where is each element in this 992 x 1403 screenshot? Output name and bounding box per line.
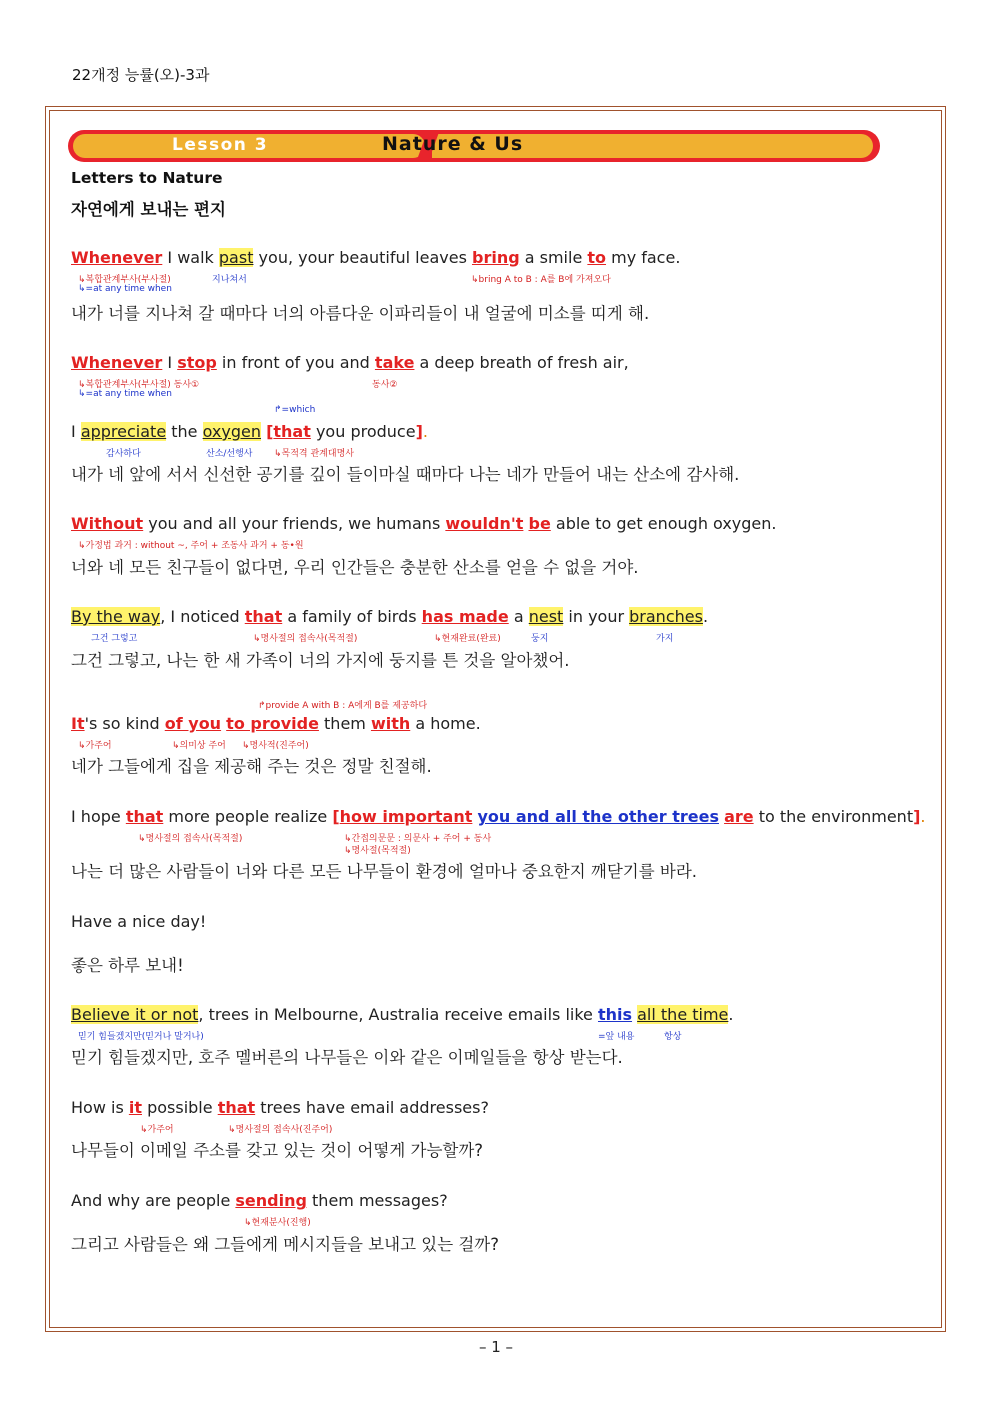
sentence-6-english: It's so kind of you to provide them with a home. <box>71 714 481 733</box>
annotation: ↳현재분사(진행) <box>244 1218 311 1228</box>
sentence-6-korean: 네가 그들에게 집을 제공해 주는 것은 정말 친절해. <box>71 757 432 776</box>
annotation: ↳=at any time when <box>78 389 172 399</box>
sentence-10-korean: 나무들이 이메일 주소를 갖고 있는 것이 어떻게 가능할까? <box>71 1141 484 1160</box>
sentence-9-english: Believe it or not, trees in Melbourne, Australia receive emails like this all the time. <box>71 1005 734 1024</box>
annotation: 항상 <box>664 1032 682 1042</box>
annotation: ↳명사적(진주어) <box>242 741 309 751</box>
subtitle-korean: 자연에게 보내는 편지 <box>71 200 226 219</box>
lesson-banner <box>68 130 880 162</box>
sentence-3-english: I appreciate the oxygen [that you produce]. <box>71 422 428 441</box>
sentence-10-english: How is it possible that trees have email addresses? <box>71 1098 489 1117</box>
annotation: 동사② <box>372 380 398 390</box>
annotation: 가지 <box>656 634 674 644</box>
annotation: 믿기 힘들겠지만(믿거나 말거나) <box>78 1032 204 1042</box>
annotation: ↳간접의문문 : 의문사 + 주어 + 동사 <box>344 834 492 844</box>
annotation: ↳의미상 주어 <box>172 741 226 751</box>
subtitle-english: Letters to Nature <box>71 169 223 187</box>
document-header: 22개정 능률(오)-3과 <box>72 66 210 84</box>
annotation: ↳=at any time when <box>78 284 172 294</box>
annotation: 둥지 <box>531 634 549 644</box>
lesson-number: Lesson 3 <box>172 135 269 155</box>
annotation: ↳가정법 과거 : without ~, 주어 + 조동사 과거 + 동•원 <box>78 541 304 551</box>
sentence-4-korean: 너와 네 모든 친구들이 없다면, 우리 인간들은 충분한 산소를 얻을 수 없을 거야. <box>71 558 639 577</box>
annotation: =앞 내용 <box>598 1032 635 1042</box>
annotation: ↳복합관계부사(부사절) 동사① <box>78 380 200 390</box>
annotation: ↳가주어 <box>78 741 112 751</box>
sentence-8-english: Have a nice day! <box>71 912 207 931</box>
sentence-11-english: And why are people sending them messages? <box>71 1191 448 1210</box>
sentence-9-korean: 믿기 힘들겠지만, 호주 멜버른의 나무들은 이와 같은 이메일들을 항상 받는다. <box>71 1048 623 1067</box>
sentence-11-korean: 그리고 사람들은 왜 그들에게 메시지들을 보내고 있는 걸까? <box>71 1235 500 1254</box>
annotation: ↳bring A to B : A를 B에 가져오다 <box>471 275 611 285</box>
annotation: ↳명사절의 접속사(목적절) <box>138 834 243 844</box>
sentence-2-english: Whenever I stop in front of you and take a deep breath of fresh air, <box>71 353 629 372</box>
lesson-title: Nature & Us <box>382 133 524 155</box>
sentence-5-english: By the way, I noticed that a family of birds has made a nest in your branches. <box>71 607 709 626</box>
annotation: 산소/선행사 <box>206 449 253 459</box>
sentence-1-korean: 내가 너를 지나쳐 갈 때마다 너의 아름다운 이파리들이 내 얼굴에 미소를 띠게 해. <box>71 304 650 323</box>
annotation: ↳명사절의 접속사(목적절) <box>253 634 358 644</box>
annotation: ↱=which <box>274 405 316 415</box>
sentence-4-english: Without you and all your friends, we humans wouldn't be able to get enough oxygen. <box>71 514 777 533</box>
sentence-1-english: Whenever I walk past you, your beautiful leaves bring a smile to my face. <box>71 248 681 267</box>
annotation: ↳명사절의 접속사(진주어) <box>228 1125 333 1135</box>
annotation: ↳목적격 관계대명사 <box>274 449 354 459</box>
annotation: 감사하다 <box>106 449 141 459</box>
annotation: ↳명사절(목적절) <box>344 846 411 856</box>
sentence-8-korean: 좋은 하루 보내! <box>71 956 184 975</box>
page-number: – 1 – <box>478 1338 514 1356</box>
sentence-3-korean: 내가 네 앞에 서서 신선한 공기를 깊이 들이마실 때마다 나는 네가 만들어 내는 산소에 감사해. <box>71 465 740 484</box>
annotation: 그건 그렇고 <box>91 634 138 644</box>
sentence-5-korean: 그건 그렇고, 나는 한 새 가족이 너의 가지에 둥지를 튼 것을 알아챘어. <box>71 651 570 670</box>
annotation: ↳현재완료(완료) <box>434 634 501 644</box>
annotation: ↳복합관계부사(부사절) <box>78 275 171 285</box>
annotation: ↱provide A with B : A에게 B를 제공하다 <box>258 701 428 711</box>
annotation: 지나쳐서 <box>212 275 247 285</box>
sentence-7-korean: 나는 더 많은 사람들이 너와 다른 모든 나무들이 환경에 얼마나 중요한지 깨닫기를 바라. <box>71 862 698 881</box>
sentence-7-english: I hope that more people realize [how important you and all the other trees are to the environment]. <box>71 807 926 826</box>
annotation: ↳가주어 <box>140 1125 174 1135</box>
